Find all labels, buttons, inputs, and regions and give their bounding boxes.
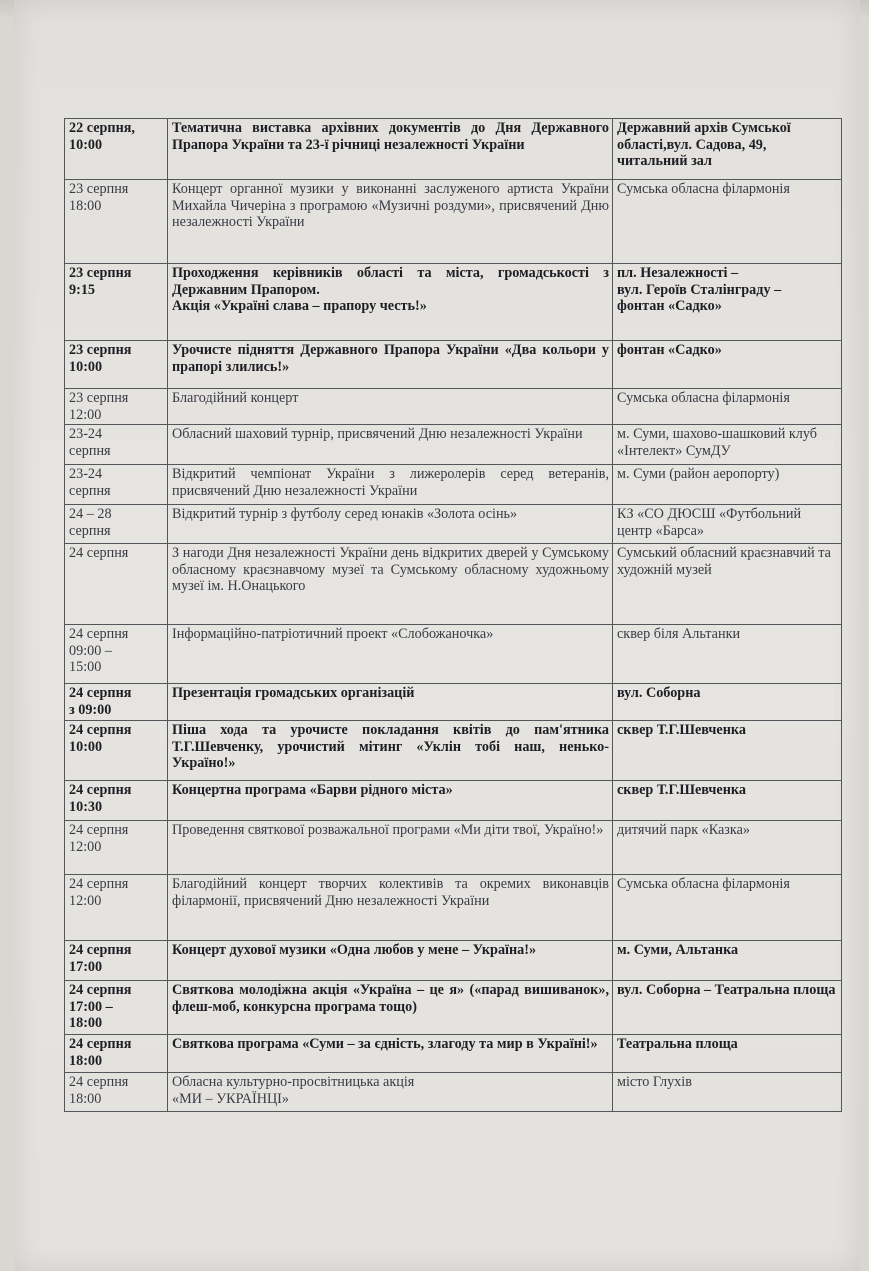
place-cell: Державний архів Сумської області,вул. Садова, 49, читальний зал [613,119,842,180]
event-cell: Піша хода та урочисте покладання квітів до пам'ятника Т.Г.Шевченку, урочистий мітинг «Уклін тобі наш, ненько-Україно!» [168,721,613,781]
place-cell: сквер Т.Г.Шевченка [613,721,842,781]
place-cell: сквер Т.Г.Шевченка [613,781,842,821]
date-cell: 24 серпня 18:00 [65,1073,168,1112]
place-cell: КЗ «СО ДЮСШ «Футбольний центр «Барса» [613,505,842,544]
event-cell: Презентація громадських організацій [168,684,613,721]
table-row [65,684,842,721]
table-row [65,781,842,821]
date-cell: 23 серпня 18:00 [65,180,168,264]
event-cell: Проведення святкової розважальної програми «Ми діти твої, Україно!» [168,821,613,875]
table-row [65,341,842,389]
event-cell: Благодійний концерт [168,389,613,425]
event-cell: Урочисте підняття Державного Прапора України «Два кольори у прапорі злились!» [168,341,613,389]
table-row [65,981,842,1035]
event-cell: Концертна програма «Барви рідного міста» [168,781,613,821]
table-row [65,941,842,981]
table-row [65,544,842,625]
date-cell: 23 серпня 10:00 [65,341,168,389]
place-cell: Театральна площа [613,1035,842,1073]
event-cell: Відкритий чемпіонат України з лижеролерів серед ветеранів, присвячений Дню незалежності України [168,465,613,505]
place-cell: пл. Незалежності – вул. Героїв Сталінграду – фонтан «Садко» [613,264,842,341]
place-cell: дитячий парк «Казка» [613,821,842,875]
table-row [65,465,842,505]
event-cell: Проходження керівників області та міста, громадськості з Державним Прапором. Акція «Україні слава – прапору честь!» [168,264,613,341]
date-cell: 24 серпня з 09:00 [65,684,168,721]
event-cell: Концерт духової музики «Одна любов у мене – Україна!» [168,941,613,981]
place-cell: Сумський обласний краєзнавчий та художній музей [613,544,842,625]
date-cell: 23 серпня 12:00 [65,389,168,425]
table-row [65,821,842,875]
date-cell: 24 серпня 17:00 [65,941,168,981]
place-cell: Сумська обласна філармонія [613,180,842,264]
schedule-body [65,119,842,1112]
event-cell: Відкритий турнір з футболу серед юнаків «Золота осінь» [168,505,613,544]
table-row [65,875,842,941]
event-cell: Інформаційно-патріотичний проект «Слобожаночка» [168,625,613,684]
place-cell: м. Суми, шахово-шашковий клуб «Інтелект» СумДУ [613,425,842,465]
table-row [65,119,842,180]
event-cell: Святкова програма «Суми – за єдність, злагоду та мир в Україні!» [168,1035,613,1073]
date-cell: 24 – 28 серпня [65,505,168,544]
date-cell: 24 серпня 18:00 [65,1035,168,1073]
date-cell: 23-24 серпня [65,425,168,465]
table-row [65,1073,842,1112]
date-cell: 22 серпня, 10:00 [65,119,168,180]
event-cell: Обласна культурно-просвітницька акція «МИ – УКРАЇНЦІ» [168,1073,613,1112]
table-row [65,625,842,684]
date-cell: 24 серпня 10:30 [65,781,168,821]
place-cell: сквер біля Альтанки [613,625,842,684]
place-cell: м. Суми (район аеропорту) [613,465,842,505]
date-cell: 24 серпня 12:00 [65,875,168,941]
place-cell: фонтан «Садко» [613,341,842,389]
place-cell: вул. Соборна [613,684,842,721]
date-cell: 24 серпня [65,544,168,625]
place-cell: Сумська обласна філармонія [613,875,842,941]
date-cell: 24 серпня 12:00 [65,821,168,875]
place-cell: місто Глухів [613,1073,842,1112]
table-row [65,721,842,781]
event-cell: Тематична виставка архівних документів до Дня Державного Прапора України та 23-ї річниці незалежності України [168,119,613,180]
place-cell: м. Суми, Альтанка [613,941,842,981]
date-cell: 24 серпня 09:00 – 15:00 [65,625,168,684]
event-cell: Обласний шаховий турнір, присвячений Дню незалежності України [168,425,613,465]
table-row [65,264,842,341]
table-row [65,505,842,544]
table-row [65,389,842,425]
date-cell: 24 серпня 10:00 [65,721,168,781]
table-row [65,1035,842,1073]
date-cell: 23 серпня 9:15 [65,264,168,341]
date-cell: 24 серпня 17:00 – 18:00 [65,981,168,1035]
date-cell: 23-24 серпня [65,465,168,505]
event-cell: Благодійний концерт творчих колективів та окремих виконавців філармонії, присвячений Дню незалежності України [168,875,613,941]
place-cell: вул. Соборна – Театральна площа [613,981,842,1035]
events-schedule-table [64,118,842,1112]
event-cell: З нагоди Дня незалежності України день відкритих дверей у Сумському обласному краєзнавчому музеї та Сумському обласному художньому музеї ім. Н.Онацького [168,544,613,625]
event-cell: Концерт органної музики у виконанні заслуженого артиста України Михайла Чичеріна з програмою «Музичні роздуми», присвячений Дню незалежності України [168,180,613,264]
table-row [65,425,842,465]
table-row [65,180,842,264]
place-cell: Сумська обласна філармонія [613,389,842,425]
event-cell: Святкова молодіжна акція «Україна – це я» («парад вишиванок», флеш-моб, конкурсна програма тощо) [168,981,613,1035]
